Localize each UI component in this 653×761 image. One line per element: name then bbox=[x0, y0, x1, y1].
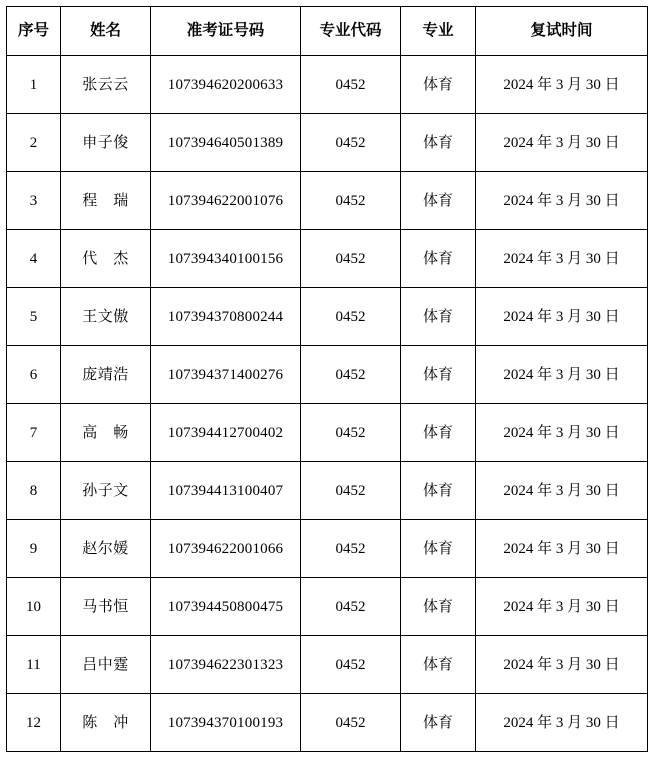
table-row bbox=[7, 462, 648, 520]
cell-major-code: 0452 bbox=[301, 230, 401, 288]
cell-index: 9 bbox=[7, 520, 61, 578]
table-row bbox=[7, 578, 648, 636]
cell-time: 2024 年 3 月 30 日 bbox=[476, 404, 648, 462]
cell-name: 程 瑞 bbox=[61, 172, 151, 230]
cell-name: 马书恒 bbox=[61, 578, 151, 636]
cell-ticket: 107394450800475 bbox=[151, 578, 301, 636]
cell-name: 王文傲 bbox=[61, 288, 151, 346]
cell-name: 张云云 bbox=[61, 56, 151, 114]
cell-ticket: 107394622301323 bbox=[151, 636, 301, 694]
candidate-roster-table bbox=[6, 6, 648, 752]
cell-major: 体育 bbox=[401, 56, 476, 114]
table-row bbox=[7, 636, 648, 694]
cell-index: 1 bbox=[7, 56, 61, 114]
cell-major-code: 0452 bbox=[301, 346, 401, 404]
table-row bbox=[7, 404, 648, 462]
cell-index: 11 bbox=[7, 636, 61, 694]
cell-time: 2024 年 3 月 30 日 bbox=[476, 114, 648, 172]
cell-major: 体育 bbox=[401, 172, 476, 230]
cell-time: 2024 年 3 月 30 日 bbox=[476, 694, 648, 752]
cell-time: 2024 年 3 月 30 日 bbox=[476, 520, 648, 578]
table-row bbox=[7, 172, 648, 230]
cell-ticket: 107394412700402 bbox=[151, 404, 301, 462]
cell-major-code: 0452 bbox=[301, 172, 401, 230]
cell-name: 孙子文 bbox=[61, 462, 151, 520]
cell-index: 8 bbox=[7, 462, 61, 520]
cell-ticket: 107394620200633 bbox=[151, 56, 301, 114]
cell-index: 2 bbox=[7, 114, 61, 172]
cell-major: 体育 bbox=[401, 636, 476, 694]
cell-ticket: 107394340100156 bbox=[151, 230, 301, 288]
table-header-row bbox=[7, 7, 648, 56]
cell-name: 庞靖浩 bbox=[61, 346, 151, 404]
table-row bbox=[7, 694, 648, 752]
cell-ticket: 107394622001076 bbox=[151, 172, 301, 230]
cell-name: 代 杰 bbox=[61, 230, 151, 288]
cell-time: 2024 年 3 月 30 日 bbox=[476, 578, 648, 636]
cell-major: 体育 bbox=[401, 520, 476, 578]
cell-major: 体育 bbox=[401, 230, 476, 288]
cell-major-code: 0452 bbox=[301, 288, 401, 346]
cell-major: 体育 bbox=[401, 404, 476, 462]
cell-time: 2024 年 3 月 30 日 bbox=[476, 462, 648, 520]
cell-name: 赵尔媛 bbox=[61, 520, 151, 578]
cell-major-code: 0452 bbox=[301, 694, 401, 752]
cell-ticket: 107394413100407 bbox=[151, 462, 301, 520]
cell-ticket: 107394370800244 bbox=[151, 288, 301, 346]
cell-name: 高 畅 bbox=[61, 404, 151, 462]
cell-time: 2024 年 3 月 30 日 bbox=[476, 346, 648, 404]
table-row bbox=[7, 230, 648, 288]
cell-major: 体育 bbox=[401, 578, 476, 636]
cell-major-code: 0452 bbox=[301, 462, 401, 520]
table-row bbox=[7, 520, 648, 578]
table-body bbox=[7, 56, 648, 752]
cell-ticket: 107394622001066 bbox=[151, 520, 301, 578]
cell-time: 2024 年 3 月 30 日 bbox=[476, 230, 648, 288]
cell-major-code: 0452 bbox=[301, 578, 401, 636]
cell-time: 2024 年 3 月 30 日 bbox=[476, 56, 648, 114]
cell-major: 体育 bbox=[401, 694, 476, 752]
cell-time: 2024 年 3 月 30 日 bbox=[476, 172, 648, 230]
table-row bbox=[7, 114, 648, 172]
cell-time: 2024 年 3 月 30 日 bbox=[476, 636, 648, 694]
cell-major-code: 0452 bbox=[301, 56, 401, 114]
cell-ticket: 107394371400276 bbox=[151, 346, 301, 404]
cell-name: 陈 冲 bbox=[61, 694, 151, 752]
column-header-time: 复试时间 bbox=[476, 7, 648, 56]
table-row bbox=[7, 346, 648, 404]
cell-index: 10 bbox=[7, 578, 61, 636]
column-header-index: 序号 bbox=[7, 7, 61, 56]
cell-index: 6 bbox=[7, 346, 61, 404]
cell-ticket: 107394370100193 bbox=[151, 694, 301, 752]
cell-major-code: 0452 bbox=[301, 114, 401, 172]
table-header bbox=[7, 7, 648, 56]
cell-index: 3 bbox=[7, 172, 61, 230]
cell-major: 体育 bbox=[401, 346, 476, 404]
cell-name: 吕中霆 bbox=[61, 636, 151, 694]
table-row bbox=[7, 288, 648, 346]
column-header-name: 姓名 bbox=[61, 7, 151, 56]
table-row bbox=[7, 56, 648, 114]
column-header-major: 专业 bbox=[401, 7, 476, 56]
cell-major-code: 0452 bbox=[301, 404, 401, 462]
cell-time: 2024 年 3 月 30 日 bbox=[476, 288, 648, 346]
cell-major: 体育 bbox=[401, 288, 476, 346]
column-header-ticket: 准考证号码 bbox=[151, 7, 301, 56]
cell-major-code: 0452 bbox=[301, 520, 401, 578]
cell-index: 7 bbox=[7, 404, 61, 462]
column-header-major-code: 专业代码 bbox=[301, 7, 401, 56]
cell-major-code: 0452 bbox=[301, 636, 401, 694]
cell-major: 体育 bbox=[401, 114, 476, 172]
cell-ticket: 107394640501389 bbox=[151, 114, 301, 172]
cell-index: 12 bbox=[7, 694, 61, 752]
cell-name: 申子俊 bbox=[61, 114, 151, 172]
cell-index: 4 bbox=[7, 230, 61, 288]
cell-major: 体育 bbox=[401, 462, 476, 520]
cell-index: 5 bbox=[7, 288, 61, 346]
